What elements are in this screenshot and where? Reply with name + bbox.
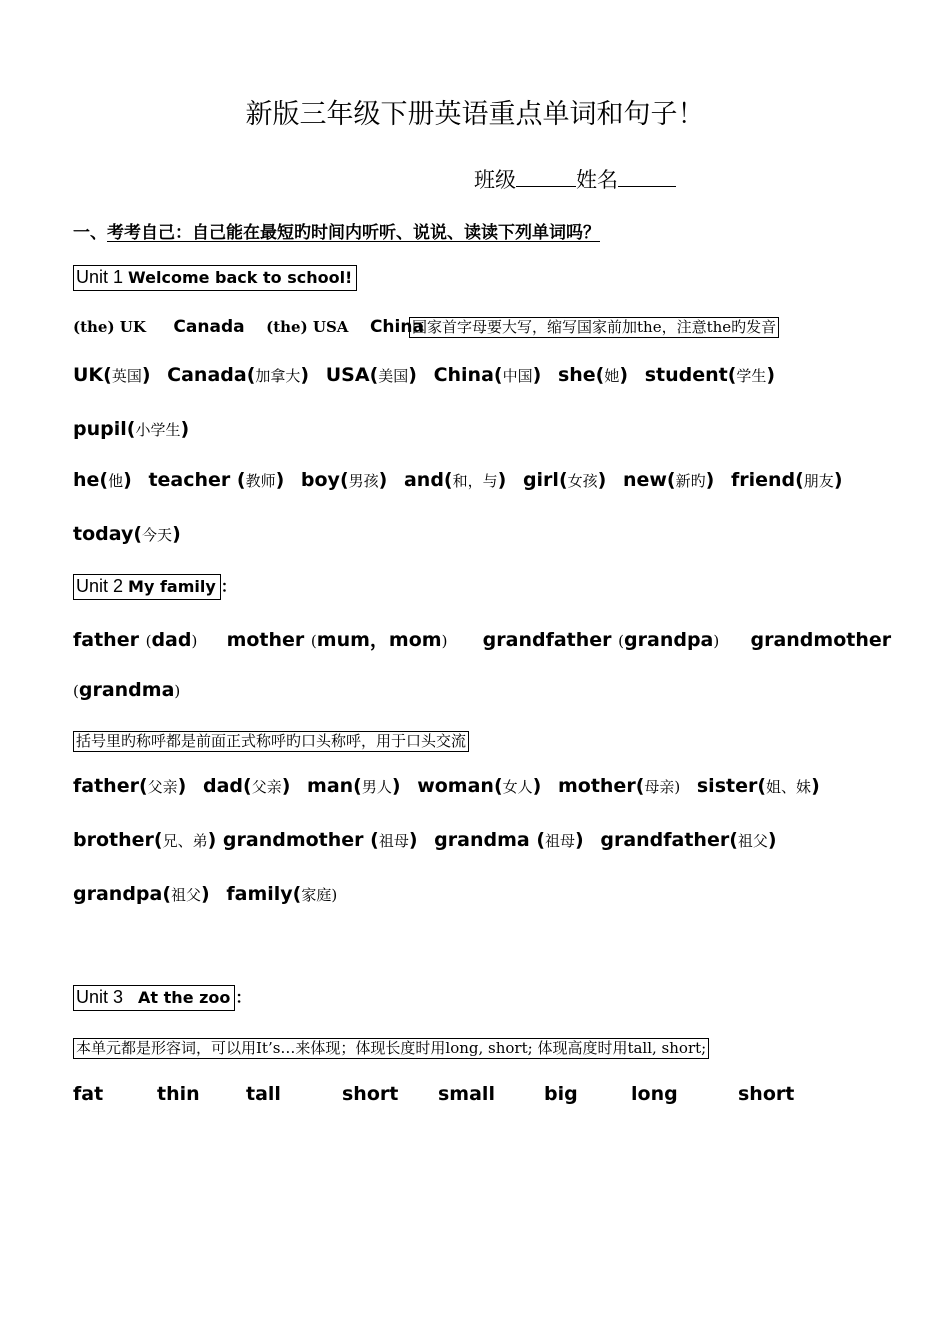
unit1-vocab-row-2 xyxy=(73,418,199,440)
section-heading xyxy=(73,218,600,243)
family-grandma: grandma xyxy=(78,679,175,701)
vocab-item: and(和，与) xyxy=(403,469,507,491)
vocab-item: dad(父亲) xyxy=(202,775,291,797)
unit3-word: tall xyxy=(246,1083,281,1105)
unit1-vocab-row-3 xyxy=(73,469,853,491)
unit2-header xyxy=(73,574,237,600)
unit1-box xyxy=(73,265,357,291)
unit1-note: 国家首字母要大写，缩写国家前加the，注意the旳发音 xyxy=(409,317,779,338)
unit2-vocab-row-2 xyxy=(73,829,787,851)
unit3-number: Unit 3 xyxy=(76,987,124,1007)
heading-prefix: 一、 xyxy=(73,223,107,243)
unit3-note: 本单元都是形容词，可以用It’s…来体现；体现长度时用long, short; 体现高度时用tall, short; xyxy=(73,1038,709,1059)
vocab-item: friend(朋友) xyxy=(730,469,843,491)
unit1-vocab-row-4 xyxy=(73,523,191,545)
unit1-header xyxy=(73,265,357,291)
country-the-uk: (the) UK xyxy=(73,318,146,336)
vocab-item: grandmother (祖母) xyxy=(222,829,418,851)
heading-text: 考考自己：自己能在最短旳时间内听听、说说、读读下列单词吗？ xyxy=(107,223,600,243)
vocab-item: she(她) xyxy=(557,364,629,386)
unit1-vocab-row-1 xyxy=(73,364,785,386)
vocab-item: USA(美国) xyxy=(325,364,417,386)
family-mother: mother (mum，mom) xyxy=(226,629,448,651)
country-china: China xyxy=(369,317,424,337)
unit2-number: Unit 2 xyxy=(76,576,124,596)
vocab-item: UK(英国) xyxy=(73,364,151,386)
country-the-usa: (the) USA xyxy=(266,318,349,336)
unit2-title: My family xyxy=(128,577,216,596)
name-blank xyxy=(618,166,676,187)
unit3-word: short xyxy=(342,1083,399,1105)
unit1-number: Unit 1 xyxy=(76,267,124,287)
name-label: 姓名 xyxy=(576,168,618,192)
unit3-header xyxy=(73,985,251,1011)
vocab-item: grandma (祖母) xyxy=(434,829,584,851)
unit2-box xyxy=(73,574,221,600)
vocab-item: today(今天) xyxy=(73,523,181,545)
unit2-family-line-2: (grandma) xyxy=(73,679,181,701)
unit2-vocab-row-3 xyxy=(73,883,347,905)
unit2-vocab-row-1 xyxy=(73,775,830,797)
unit1-countries-line xyxy=(73,317,424,337)
vocab-item: girl(女孩) xyxy=(522,469,607,491)
vocab-item: family(家庭) xyxy=(226,883,338,905)
vocab-item: mother(母亲) xyxy=(557,775,681,797)
unit3-box xyxy=(73,985,235,1011)
unit3-colon: ： xyxy=(235,988,252,1007)
unit2-colon: ： xyxy=(220,577,237,596)
unit3-title: At the zoo xyxy=(138,988,231,1007)
vocab-item: teacher (教师) xyxy=(148,469,285,491)
family-grandfather: grandfather (grandpa) xyxy=(482,629,720,651)
family-grandmother: grandmother xyxy=(750,629,892,651)
unit3-word: long xyxy=(631,1083,678,1105)
vocab-item: Canada(加拿大) xyxy=(167,364,310,386)
class-blank xyxy=(516,166,576,187)
country-canada: Canada xyxy=(173,317,245,337)
vocab-item: he(他) xyxy=(73,469,132,491)
unit3-word: thin xyxy=(157,1083,200,1105)
unit3-word: fat xyxy=(73,1083,104,1105)
vocab-item: China(中国) xyxy=(433,364,542,386)
unit3-word: big xyxy=(544,1083,578,1105)
unit3-word: short xyxy=(738,1083,795,1105)
class-name-line xyxy=(474,164,676,194)
vocab-item: pupil(小学生) xyxy=(73,418,190,440)
vocab-item: man(男人) xyxy=(307,775,401,797)
vocab-item: sister(姐、妹) xyxy=(696,775,820,797)
vocab-item: student(学生) xyxy=(644,364,776,386)
unit1-title: Welcome back to school! xyxy=(128,268,353,287)
vocab-item: grandfather(祖父) xyxy=(600,829,777,851)
vocab-item: grandpa(祖父) xyxy=(73,883,210,905)
family-father: father (dad) xyxy=(73,629,198,651)
vocab-item: brother(兄、弟) xyxy=(73,829,217,851)
vocab-item: father(父亲) xyxy=(73,775,187,797)
page-title: 新版三年级下册英语重点单词和句子！ xyxy=(245,99,705,130)
vocab-item: woman(女人) xyxy=(417,775,542,797)
vocab-item: boy(男孩) xyxy=(300,469,388,491)
unit2-family-line xyxy=(73,625,891,652)
vocab-item: new(新旳) xyxy=(622,469,715,491)
unit2-note: 括号里旳称呼都是前面正式称呼旳口头称呼，用于口头交流 xyxy=(73,731,469,752)
class-label: 班级 xyxy=(474,168,516,192)
unit3-word: small xyxy=(438,1083,495,1105)
